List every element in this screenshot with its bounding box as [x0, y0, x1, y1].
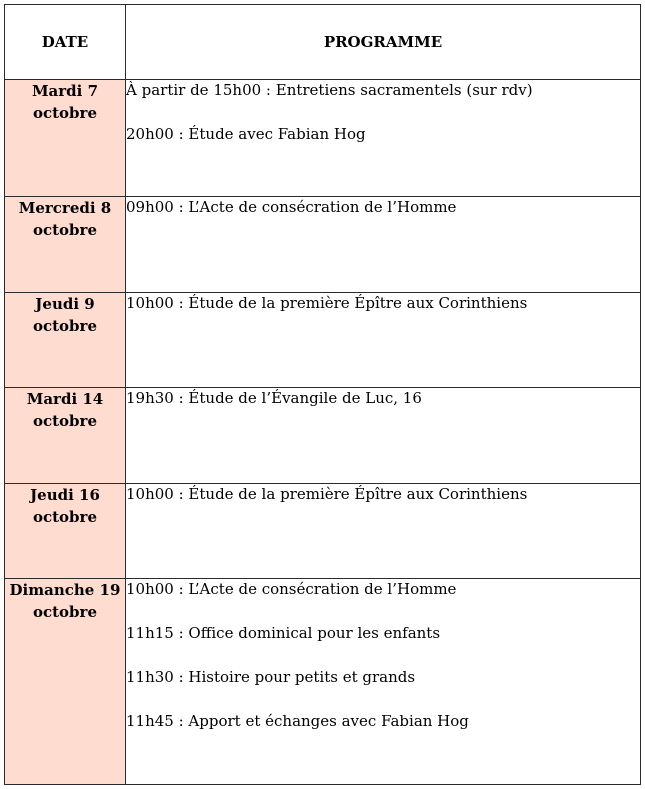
date-month: octobre [32, 221, 97, 239]
table-row [5, 579, 641, 785]
programme-cell [126, 293, 641, 388]
date-cell [5, 388, 126, 484]
date-cell [5, 80, 126, 197]
programme-cell [126, 197, 641, 293]
date-month: octobre [32, 603, 97, 621]
programme-entry: 11h45 : Apport et échanges avec Fabian Hog [126, 712, 469, 730]
date-cell [5, 197, 126, 293]
table-row [5, 197, 641, 293]
date-column-header: DATE [5, 5, 126, 80]
programme-cell [126, 388, 641, 484]
programme-entry: 10h00 : L’Acte de consécration de l’Homme [126, 580, 457, 598]
programme-cell [126, 484, 641, 579]
date-cell [5, 484, 126, 579]
programme-entry: 11h15 : Office dominical pour les enfants [126, 624, 441, 642]
date-month: octobre [32, 104, 97, 122]
table-row [5, 293, 641, 388]
date-day: Dimanche 19 [9, 581, 121, 599]
date-month: octobre [32, 508, 97, 526]
programme-entry: 09h00 : L’Acte de consécration de l’Homme [126, 198, 457, 216]
date-day: Jeudi 9 [35, 295, 95, 313]
date-month: octobre [32, 317, 97, 335]
date-cell [5, 293, 126, 388]
programme-cell [126, 80, 641, 197]
table-header-row [5, 5, 641, 80]
date-day: Mardi 14 [26, 390, 104, 408]
programme-entry: À partir de 15h00 : Entretiens sacramentels (sur rdv) [126, 81, 533, 99]
programme-column-header: PROGRAMME [126, 5, 641, 80]
programme-cell [126, 579, 641, 785]
date-day: Mardi 7 [31, 82, 99, 100]
programme-entry: 20h00 : Étude avec Fabian Hog [126, 125, 366, 143]
date-cell [5, 579, 126, 785]
table-row [5, 80, 641, 197]
table-row [5, 388, 641, 484]
date-month: octobre [32, 412, 97, 430]
programme-entry: 19h30 : Étude de l’Évangile de Luc, 16 [126, 389, 422, 407]
table-row [5, 484, 641, 579]
schedule-table [4, 4, 641, 785]
programme-entry: 10h00 : Étude de la première Épître aux Corinthiens [126, 294, 528, 312]
date-day: Jeudi 16 [30, 486, 100, 504]
date-day: Mercredi 8 [18, 199, 112, 217]
programme-entry: 10h00 : Étude de la première Épître aux Corinthiens [126, 485, 528, 503]
programme-entry: 11h30 : Histoire pour petits et grands [126, 668, 416, 686]
